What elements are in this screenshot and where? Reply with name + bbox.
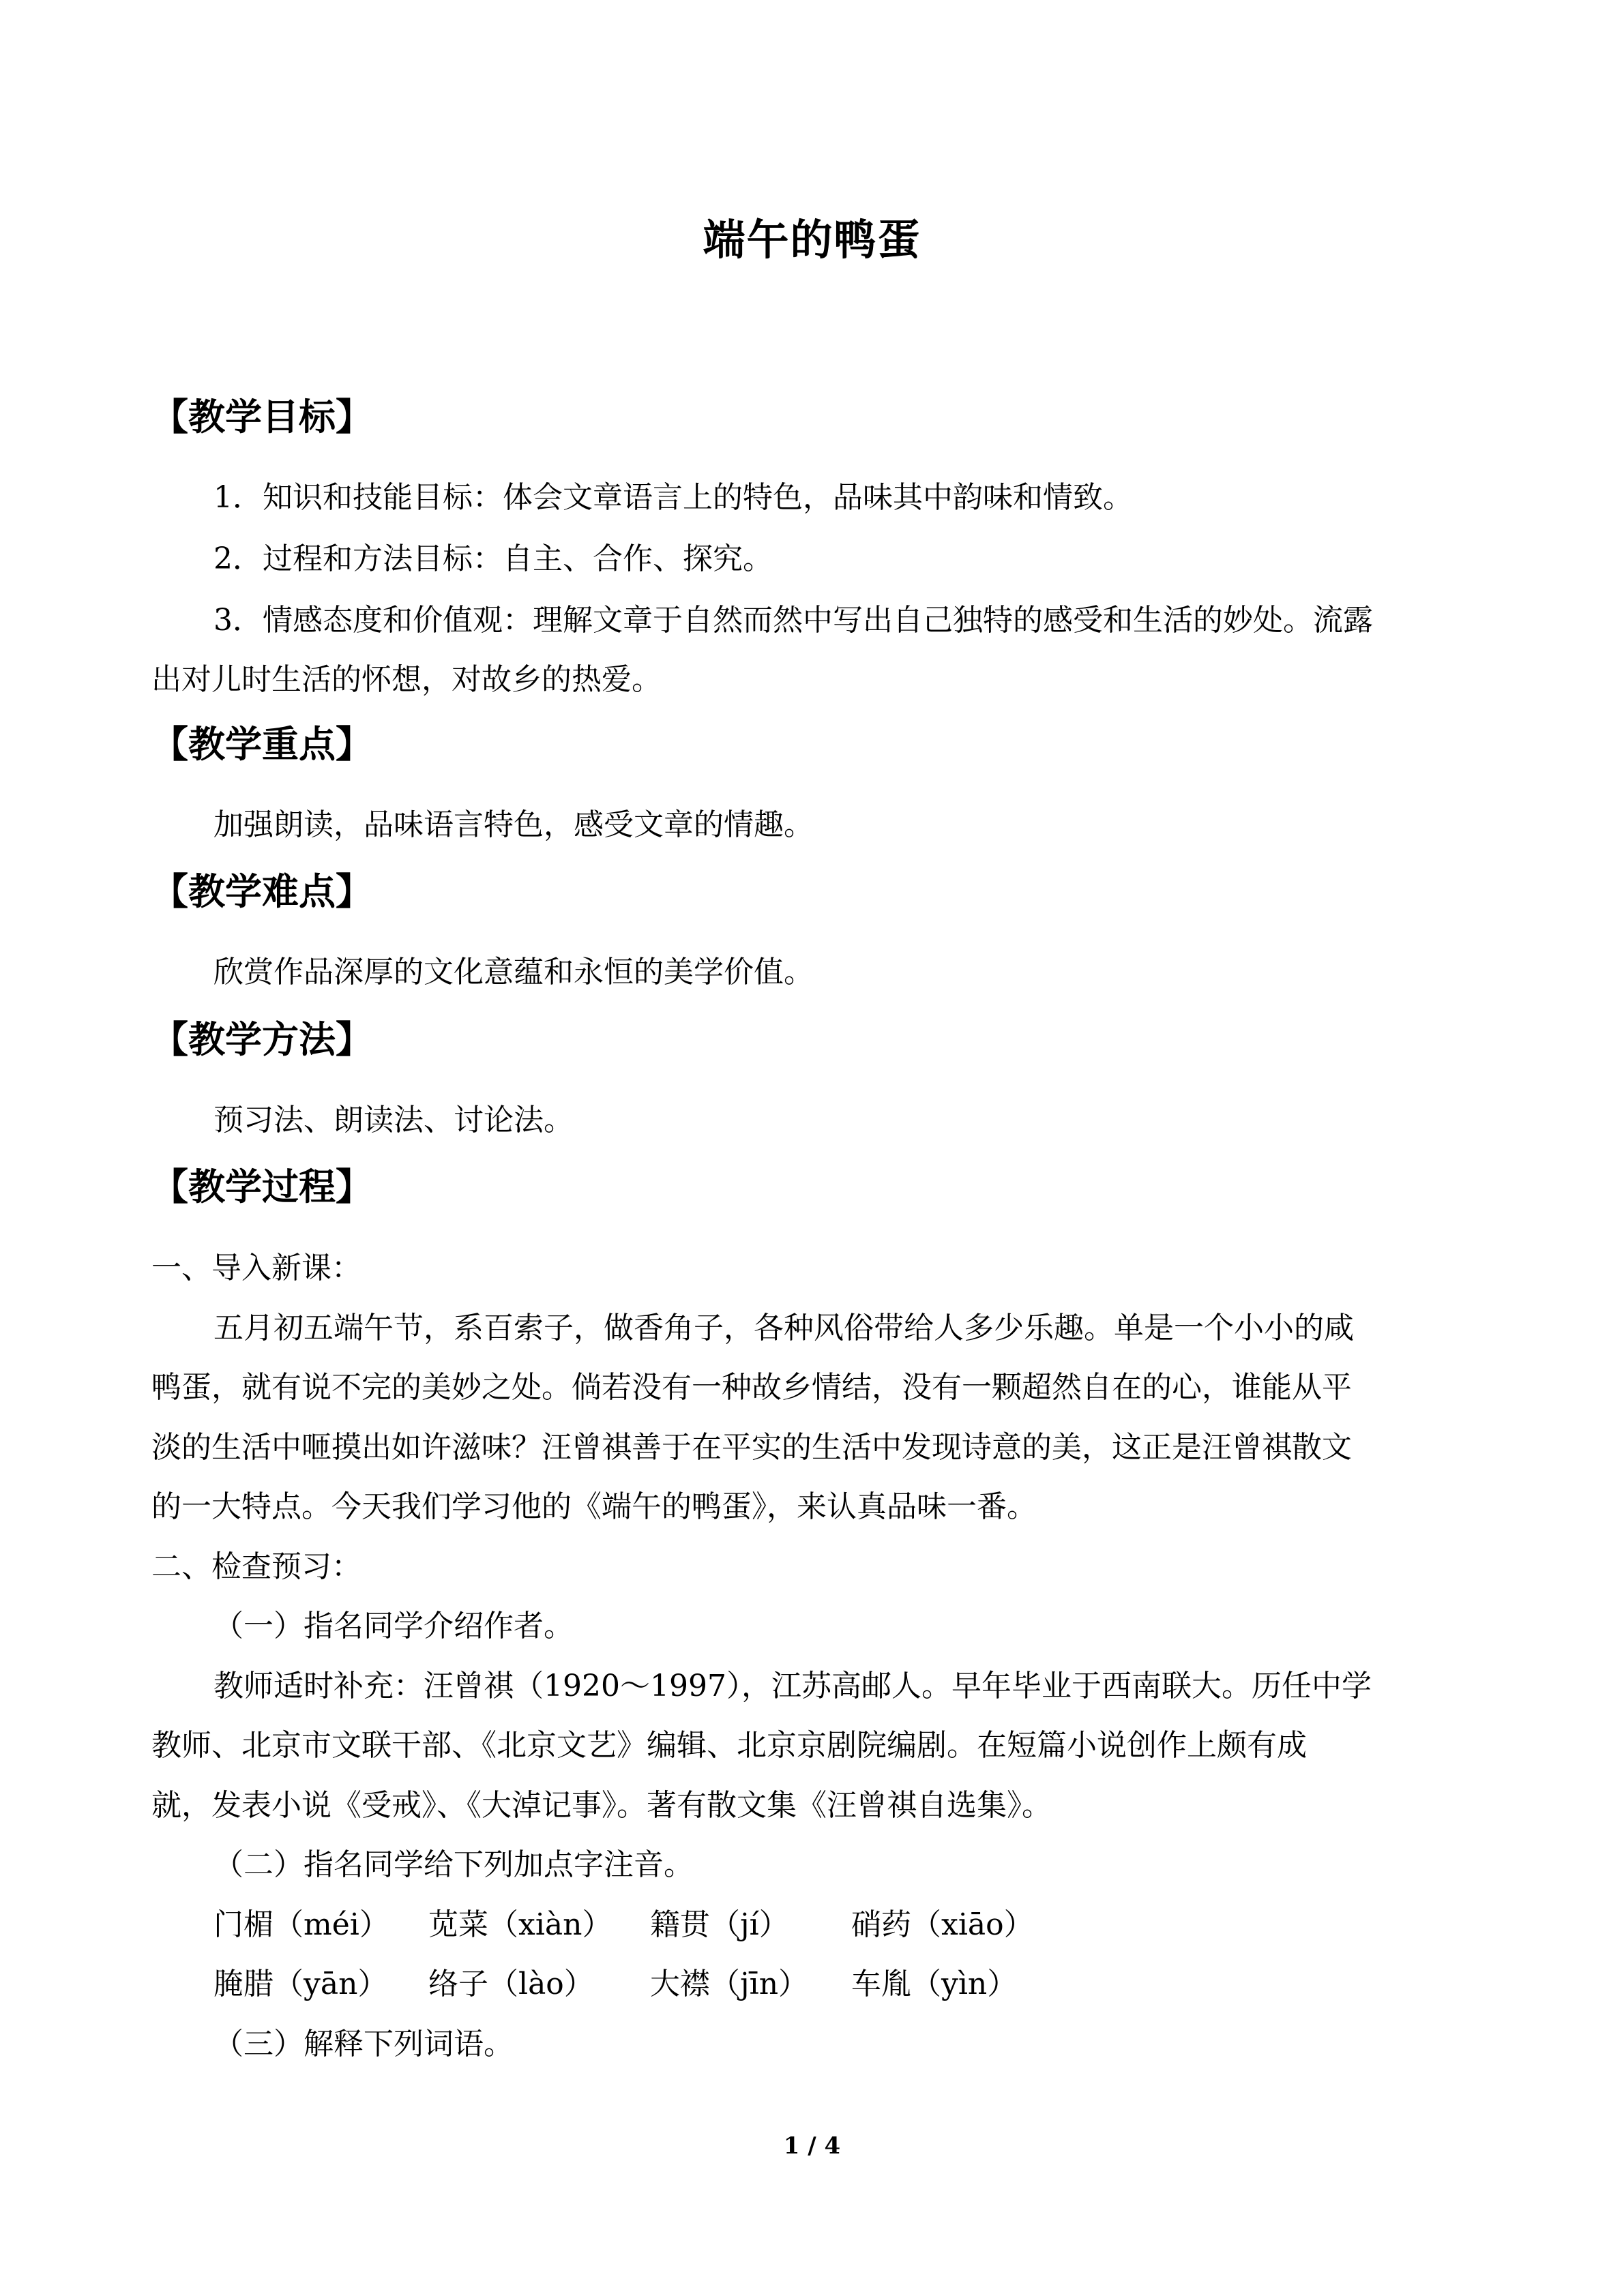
objective-line-3: 3．情感态度和价值观：理解文章于自然而然中写出自己独特的感受和生活的妙处。流露 xyxy=(213,603,1373,638)
section-heading-methods: 【教学方法】 xyxy=(151,1018,372,1061)
process-part2-title: 二、检查预习： xyxy=(151,1549,361,1584)
author-line-1: 教师适时补充：汪曾祺（1920～1997），江苏高邮人。早年毕业于西南联大。历任中学 xyxy=(213,1669,1372,1703)
pinyin-item: 络子（lào） xyxy=(428,1967,594,2001)
intro-line-2: 鸭蛋，就有说不完的美妙之处。倘若没有一种故乡情结，没有一颗超然自在的心，谁能从平 xyxy=(151,1370,1352,1405)
pinyin-item: 硝药（xiāo） xyxy=(851,1907,1034,1942)
difficulties-line: 欣赏作品深厚的文化意蕴和永恒的美学价值。 xyxy=(213,955,814,989)
author-line-2: 教师、北京市文联干部、《北京文艺》编辑、北京京剧院编剧。在短篇小说创作上颇有成 xyxy=(151,1728,1307,1763)
key-points-line: 加强朗读，品味语言特色，感受文章的情趣。 xyxy=(213,807,814,842)
preview-sub2: （二）指名同学给下列加点字注音。 xyxy=(213,1847,694,1882)
pinyin-item: 大襟（jīn） xyxy=(650,1967,809,2001)
section-heading-difficulties: 【教学难点】 xyxy=(151,870,372,913)
pinyin-row-1 xyxy=(213,1905,1100,1945)
pinyin-item: 车胤（yìn） xyxy=(851,1967,1018,2001)
process-part1-title: 一、导入新课： xyxy=(151,1251,361,1285)
intro-line-3: 淡的生活中咂摸出如许滋味？汪曾祺善于在平实的生活中发现诗意的美，这正是汪曾祺散文 xyxy=(151,1430,1352,1465)
section-heading-key-points: 【教学重点】 xyxy=(151,723,372,766)
pinyin-item: 腌腊（yān） xyxy=(213,1967,388,2001)
preview-sub3: （三）解释下列词语。 xyxy=(213,2027,514,2061)
objective-line-2: 2．过程和方法目标：自主、合作、探究。 xyxy=(213,541,773,576)
pinyin-item: 籍贯（jí） xyxy=(650,1907,789,1942)
pinyin-row-2 xyxy=(213,1964,1100,2005)
author-line-3: 就，发表小说《受戒》、《大淖记事》。著有散文集《汪曾祺自选集》。 xyxy=(151,1788,1052,1823)
preview-sub1: （一）指名同学介绍作者。 xyxy=(213,1609,574,1643)
methods-line: 预习法、朗读法、讨论法。 xyxy=(213,1103,574,1137)
intro-line-4: 的一大特点。今天我们学习他的《端午的鸭蛋》，来认真品味一番。 xyxy=(151,1489,1037,1524)
section-heading-objectives: 【教学目标】 xyxy=(151,396,372,438)
pinyin-item: 门楣（méi） xyxy=(213,1907,389,1942)
objective-line-3-cont: 出对儿时生活的怀想，对故乡的热爱。 xyxy=(151,662,662,697)
pinyin-item: 苋菜（xiàn） xyxy=(428,1907,612,1942)
document-title: 端午的鸭蛋 xyxy=(703,215,921,265)
intro-line-1: 五月初五端午节，系百索子，做香角子，各种风俗带给人多少乐趣。单是一个小小的咸 xyxy=(213,1311,1354,1345)
objective-line-1: 1．知识和技能目标：体会文章语言上的特色，品味其中韵味和情致。 xyxy=(213,480,1133,515)
section-heading-process: 【教学过程】 xyxy=(151,1165,372,1208)
page-indicator: 1 / 4 xyxy=(783,2132,841,2160)
